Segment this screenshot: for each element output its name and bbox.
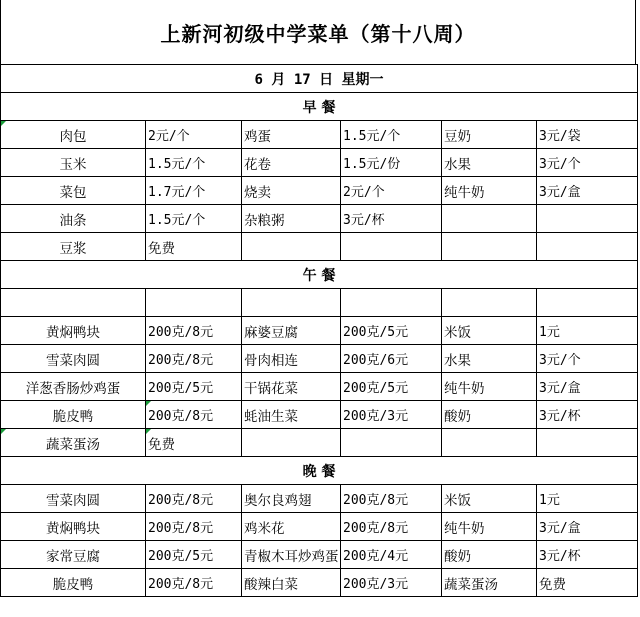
meal-header-row: [1, 457, 638, 485]
meal-header: 午 餐: [1, 261, 638, 289]
price-cell: 1.5元/个: [146, 149, 242, 177]
date-row: [1, 65, 638, 93]
dish-name-cell: 骨肉相连: [242, 345, 341, 373]
meal-header-row: [1, 93, 638, 121]
dish-name-cell: 蔬菜蛋汤: [1, 429, 146, 457]
dish-name-cell: [242, 429, 341, 457]
price-cell: 200克/5元: [146, 373, 242, 401]
dish-name-cell: 水果: [442, 345, 537, 373]
price-cell: 3元/盒: [537, 513, 638, 541]
menu-table: [0, 64, 638, 597]
dish-name-cell: 洋葱香肠炒鸡蛋: [1, 373, 146, 401]
price-cell: 1.5元/个: [341, 121, 442, 149]
dish-name-cell: [242, 233, 341, 261]
price-cell: 200克/3元: [341, 569, 442, 597]
price-cell: [537, 205, 638, 233]
dish-name-cell: 雪菜肉圆: [1, 345, 146, 373]
menu-row: [1, 149, 638, 177]
dish-name-cell: 玉米: [1, 149, 146, 177]
dish-name-cell: 酸辣白菜: [242, 569, 341, 597]
price-cell: 3元/个: [537, 149, 638, 177]
dish-name-cell: [442, 429, 537, 457]
dish-name-cell: 奥尔良鸡翅: [242, 485, 341, 513]
menu-row: [1, 289, 638, 317]
price-cell: 200克/5元: [341, 373, 442, 401]
menu-row: [1, 177, 638, 205]
menu-row: [1, 373, 638, 401]
dish-name-cell: 雪菜肉圆: [1, 485, 146, 513]
dish-name-cell: 花卷: [242, 149, 341, 177]
price-cell: [537, 233, 638, 261]
dish-name-cell: 鸡米花: [242, 513, 341, 541]
dish-name-cell: 菜包: [1, 177, 146, 205]
dish-name-cell: 蚝油生菜: [242, 401, 341, 429]
menu-row: [1, 345, 638, 373]
price-cell: 3元/杯: [537, 541, 638, 569]
dish-name-cell: [442, 205, 537, 233]
meal-header-row: [1, 261, 638, 289]
price-cell: 3元/杯: [341, 205, 442, 233]
price-cell: 1元: [537, 317, 638, 345]
price-cell: 1.7元/个: [146, 177, 242, 205]
price-cell: [341, 233, 442, 261]
menu-row: [1, 513, 638, 541]
price-cell: [537, 429, 638, 457]
price-cell: 3元/袋: [537, 121, 638, 149]
price-cell: 200克/8元: [146, 345, 242, 373]
dish-name-cell: 纯牛奶: [442, 513, 537, 541]
menu-row: [1, 233, 638, 261]
price-cell: 1.5元/份: [341, 149, 442, 177]
dish-name-cell: 豆奶: [442, 121, 537, 149]
price-cell: 200克/8元: [341, 513, 442, 541]
price-cell: 3元/盒: [537, 177, 638, 205]
price-cell: [341, 429, 442, 457]
dish-name-cell: 鸡蛋: [242, 121, 341, 149]
price-cell: 200克/4元: [341, 541, 442, 569]
menu-row: [1, 401, 638, 429]
meal-header: 晚 餐: [1, 457, 638, 485]
dish-name-cell: 青椒木耳炒鸡蛋: [242, 541, 341, 569]
dish-name-cell: 蔬菜蛋汤: [442, 569, 537, 597]
price-cell: 3元/杯: [537, 401, 638, 429]
dish-name-cell: 干锅花菜: [242, 373, 341, 401]
meal-header: 早 餐: [1, 93, 638, 121]
dish-name-cell: 黄焖鸭块: [1, 513, 146, 541]
dish-name-cell: 酸奶: [442, 401, 537, 429]
price-cell: 200克/3元: [341, 401, 442, 429]
dish-name-cell: 豆浆: [1, 233, 146, 261]
price-cell: 200克/5元: [341, 317, 442, 345]
page-title: 上新河初级中学菜单（第十八周）: [0, 0, 636, 64]
price-cell: 200克/8元: [146, 569, 242, 597]
price-cell: 1.5元/个: [146, 205, 242, 233]
dish-name-cell: [442, 289, 537, 317]
price-cell: [341, 289, 442, 317]
price-cell: 2元/个: [146, 121, 242, 149]
menu-row: [1, 541, 638, 569]
dish-name-cell: [442, 233, 537, 261]
date-cell: 6 月 17 日 星期一: [1, 65, 638, 93]
menu-row: [1, 429, 638, 457]
price-cell: 3元/个: [537, 345, 638, 373]
menu-row: [1, 121, 638, 149]
menu-row: [1, 317, 638, 345]
price-cell: 200克/5元: [146, 541, 242, 569]
dish-name-cell: [242, 289, 341, 317]
price-cell: 免费: [146, 233, 242, 261]
dish-name-cell: 米饭: [442, 485, 537, 513]
price-cell: 200克/8元: [146, 401, 242, 429]
price-cell: [537, 289, 638, 317]
dish-name-cell: 水果: [442, 149, 537, 177]
dish-name-cell: 家常豆腐: [1, 541, 146, 569]
dish-name-cell: 纯牛奶: [442, 373, 537, 401]
price-cell: 1元: [537, 485, 638, 513]
price-cell: 2元/个: [341, 177, 442, 205]
price-cell: 免费: [146, 429, 242, 457]
dish-name-cell: 酸奶: [442, 541, 537, 569]
price-cell: [146, 289, 242, 317]
price-cell: 200克/8元: [146, 485, 242, 513]
dish-name-cell: 麻婆豆腐: [242, 317, 341, 345]
dish-name-cell: 纯牛奶: [442, 177, 537, 205]
price-cell: 200克/6元: [341, 345, 442, 373]
price-cell: 3元/盒: [537, 373, 638, 401]
dish-name-cell: 烧卖: [242, 177, 341, 205]
dish-name-cell: 肉包: [1, 121, 146, 149]
menu-row: [1, 205, 638, 233]
dish-name-cell: 脆皮鸭: [1, 401, 146, 429]
dish-name-cell: 杂粮粥: [242, 205, 341, 233]
dish-name-cell: 米饭: [442, 317, 537, 345]
price-cell: 200克/8元: [341, 485, 442, 513]
price-cell: 200克/8元: [146, 513, 242, 541]
dish-name-cell: [1, 289, 146, 317]
price-cell: 200克/8元: [146, 317, 242, 345]
dish-name-cell: 脆皮鸭: [1, 569, 146, 597]
menu-row: [1, 485, 638, 513]
menu-row: [1, 569, 638, 597]
price-cell: 免费: [537, 569, 638, 597]
dish-name-cell: 黄焖鸭块: [1, 317, 146, 345]
dish-name-cell: 油条: [1, 205, 146, 233]
